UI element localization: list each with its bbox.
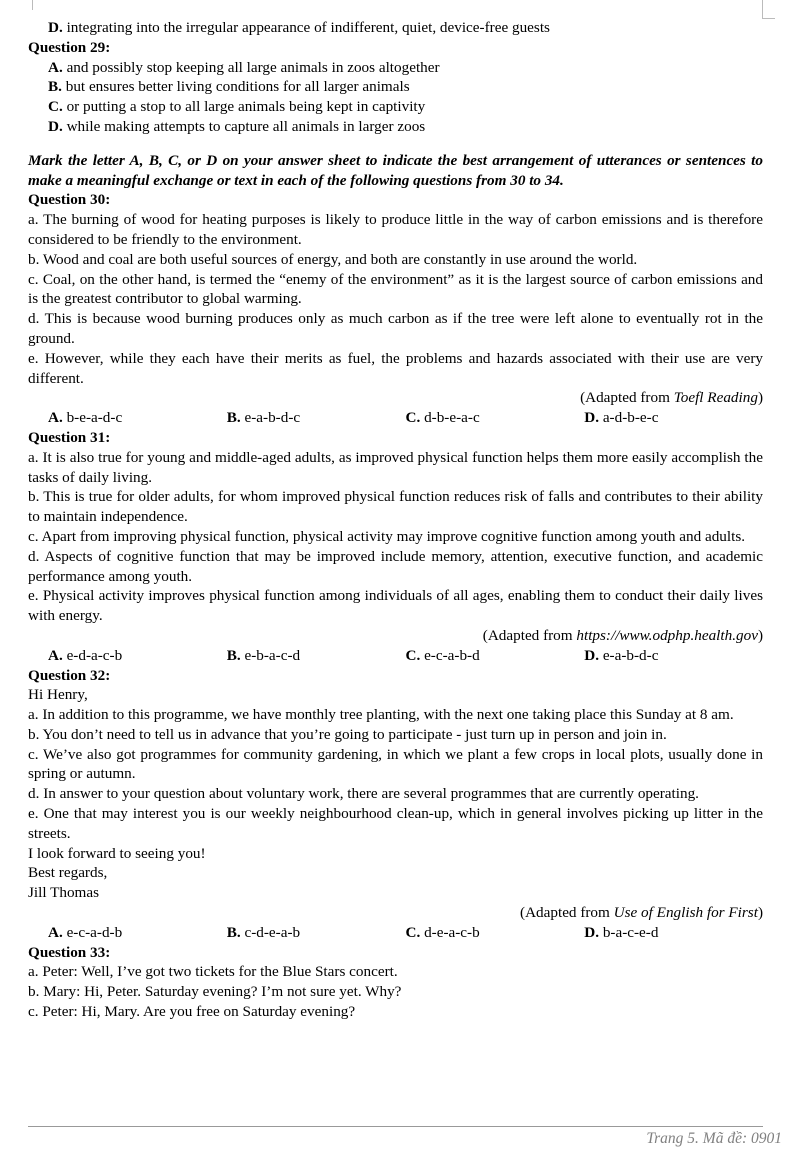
q31-options [28,646,763,666]
q32-option-a: A. e-c-a-d-b [48,923,123,941]
page-corner-mark-left [22,0,33,10]
q30-item-d: d. This is because wood burning produces only as much carbon as if the tree were left alone to eventually rot in the ground. [28,310,763,347]
q32-item-c: c. We’ve also got programmes for community gardening, in which we plant a few crops in local plots, usually done in spring or autumn. [28,745,763,783]
q31-option-c: C. e-c-a-b-d [405,646,480,664]
q30-option-d: D. a-d-b-e-c [584,409,659,427]
q31-option-b: B. e-b-a-c-d [226,646,301,664]
q30-item-e: e. However, while they each have their merits as fuel, the problems and hazards associated with their use are very different. [28,349,763,387]
q33-item-b: b. Mary: Hi, Peter. Saturday evening? I’m not sure yet. Why? [28,983,402,1001]
q30-item-b: b. Wood and coal are both useful sources of energy, and both are constantly in use around the world. [28,250,638,268]
q32-item-a: a. In addition to this programme, we have monthly tree planting, with the next one taking place this Sunday at 8 am. [28,706,734,724]
q29-option-d: D. while making attempts to capture all animals in larger zoos [48,117,426,135]
q32-option-b: B. c-d-e-a-b [226,923,301,941]
q31-source: (Adapted from https://www.odphp.health.gov) [482,626,763,644]
q31-item-e: e. Physical activity improves physical function among individuals of all ages, enabling them to conduct their daily lives with energy. [28,587,763,625]
q31-item-a: a. It is also true for young and middle-aged adults, as improved physical function helps them more easily accomplish the tasks of daily living. [28,448,763,486]
q32-closing-2: Best regards, [28,864,108,882]
q32-signature: Jill Thomas [28,884,100,902]
q32-item-d: d. In answer to your question about voluntary work, there are several programmes that are currently operating. [28,785,699,803]
q32-option-d: D. b-a-c-e-d [584,923,659,941]
q29-title: Question 29: [28,38,111,56]
q28-option-d: D. integrating into the irregular appearance of indifferent, quiet, device-free guests [48,19,550,36]
q33-title: Question 33: [28,943,111,961]
q30-option-c: C. d-b-e-a-c [405,409,480,427]
q30-source: (Adapted from Toefl Reading) [580,389,763,407]
q29-option-b: B. but ensures better living conditions for all larger animals [48,78,410,96]
page-footer: Trang 5. Mã đề: 0901 [646,1130,782,1147]
q32-options [28,923,763,943]
q29-option-a: A. and possibly stop keeping all large animals in zoos altogether [48,58,440,76]
section-instruction: Mark the letter A, B, C, or D on your answer sheet to indicate the best arrangement of utterances or sentences to make a meaningful exchange or text in each of the following questions from 30 to 34. [28,151,763,189]
q29-option-c: C. or putting a stop to all large animals being kept in captivity [48,98,426,116]
q31-item-b: b. This is true for older adults, for whom improved physical function reduces risk of falls and contributes to their ability to maintain independence. [28,488,763,526]
q31-item-d: d. Aspects of cognitive function that may be improved include memory, attention, executive function, and academic performance among youth. [28,547,763,585]
q30-item-c: c. Coal, on the other hand, is termed the “enemy of the environment” as it is the largest source of carbon emissions and is the greatest contributor to global warming. [28,270,763,308]
q32-item-e: e. One that may interest you is our weekly neighbourhood clean-up, which in general involves picking up litter in the streets. [28,805,763,842]
document-page [28,18,763,1022]
q32-source: (Adapted from Use of English for First) [520,904,763,922]
q30-option-a: A. b-e-a-d-c [48,409,123,427]
q30-title: Question 30: [28,191,111,209]
page-corner-mark-right [762,0,775,19]
q31-option-d: D. e-a-b-d-c [584,646,659,664]
q32-greeting: Hi Henry, [28,686,88,704]
q30-option-b: B. e-a-b-d-c [226,409,301,427]
q32-title: Question 32: [28,666,111,684]
q30-options [28,408,763,428]
q31-option-a: A. e-d-a-c-b [48,646,123,664]
q32-closing-1: I look forward to seeing you! [28,844,206,862]
q30-item-a: a. The burning of wood for heating purposes is likely to produce little in the way of carbon emissions and is therefore considered to be friendly to the environment. [28,211,763,248]
footer-divider [28,1126,763,1127]
q33-item-a: a. Peter: Well, I’ve got two tickets for the Blue Stars concert. [28,963,398,981]
q33-item-c: c. Peter: Hi, Mary. Are you free on Saturday evening? [28,1003,356,1021]
q32-option-c: C. d-e-a-c-b [405,923,480,941]
q31-title: Question 31: [28,428,111,446]
q32-item-b: b. You don’t need to tell us in advance that you’re going to participate - just turn up in person and join in. [28,725,667,743]
q31-item-c: c. Apart from improving physical function, physical activity may improve cognitive function among youth and adults. [28,527,746,545]
